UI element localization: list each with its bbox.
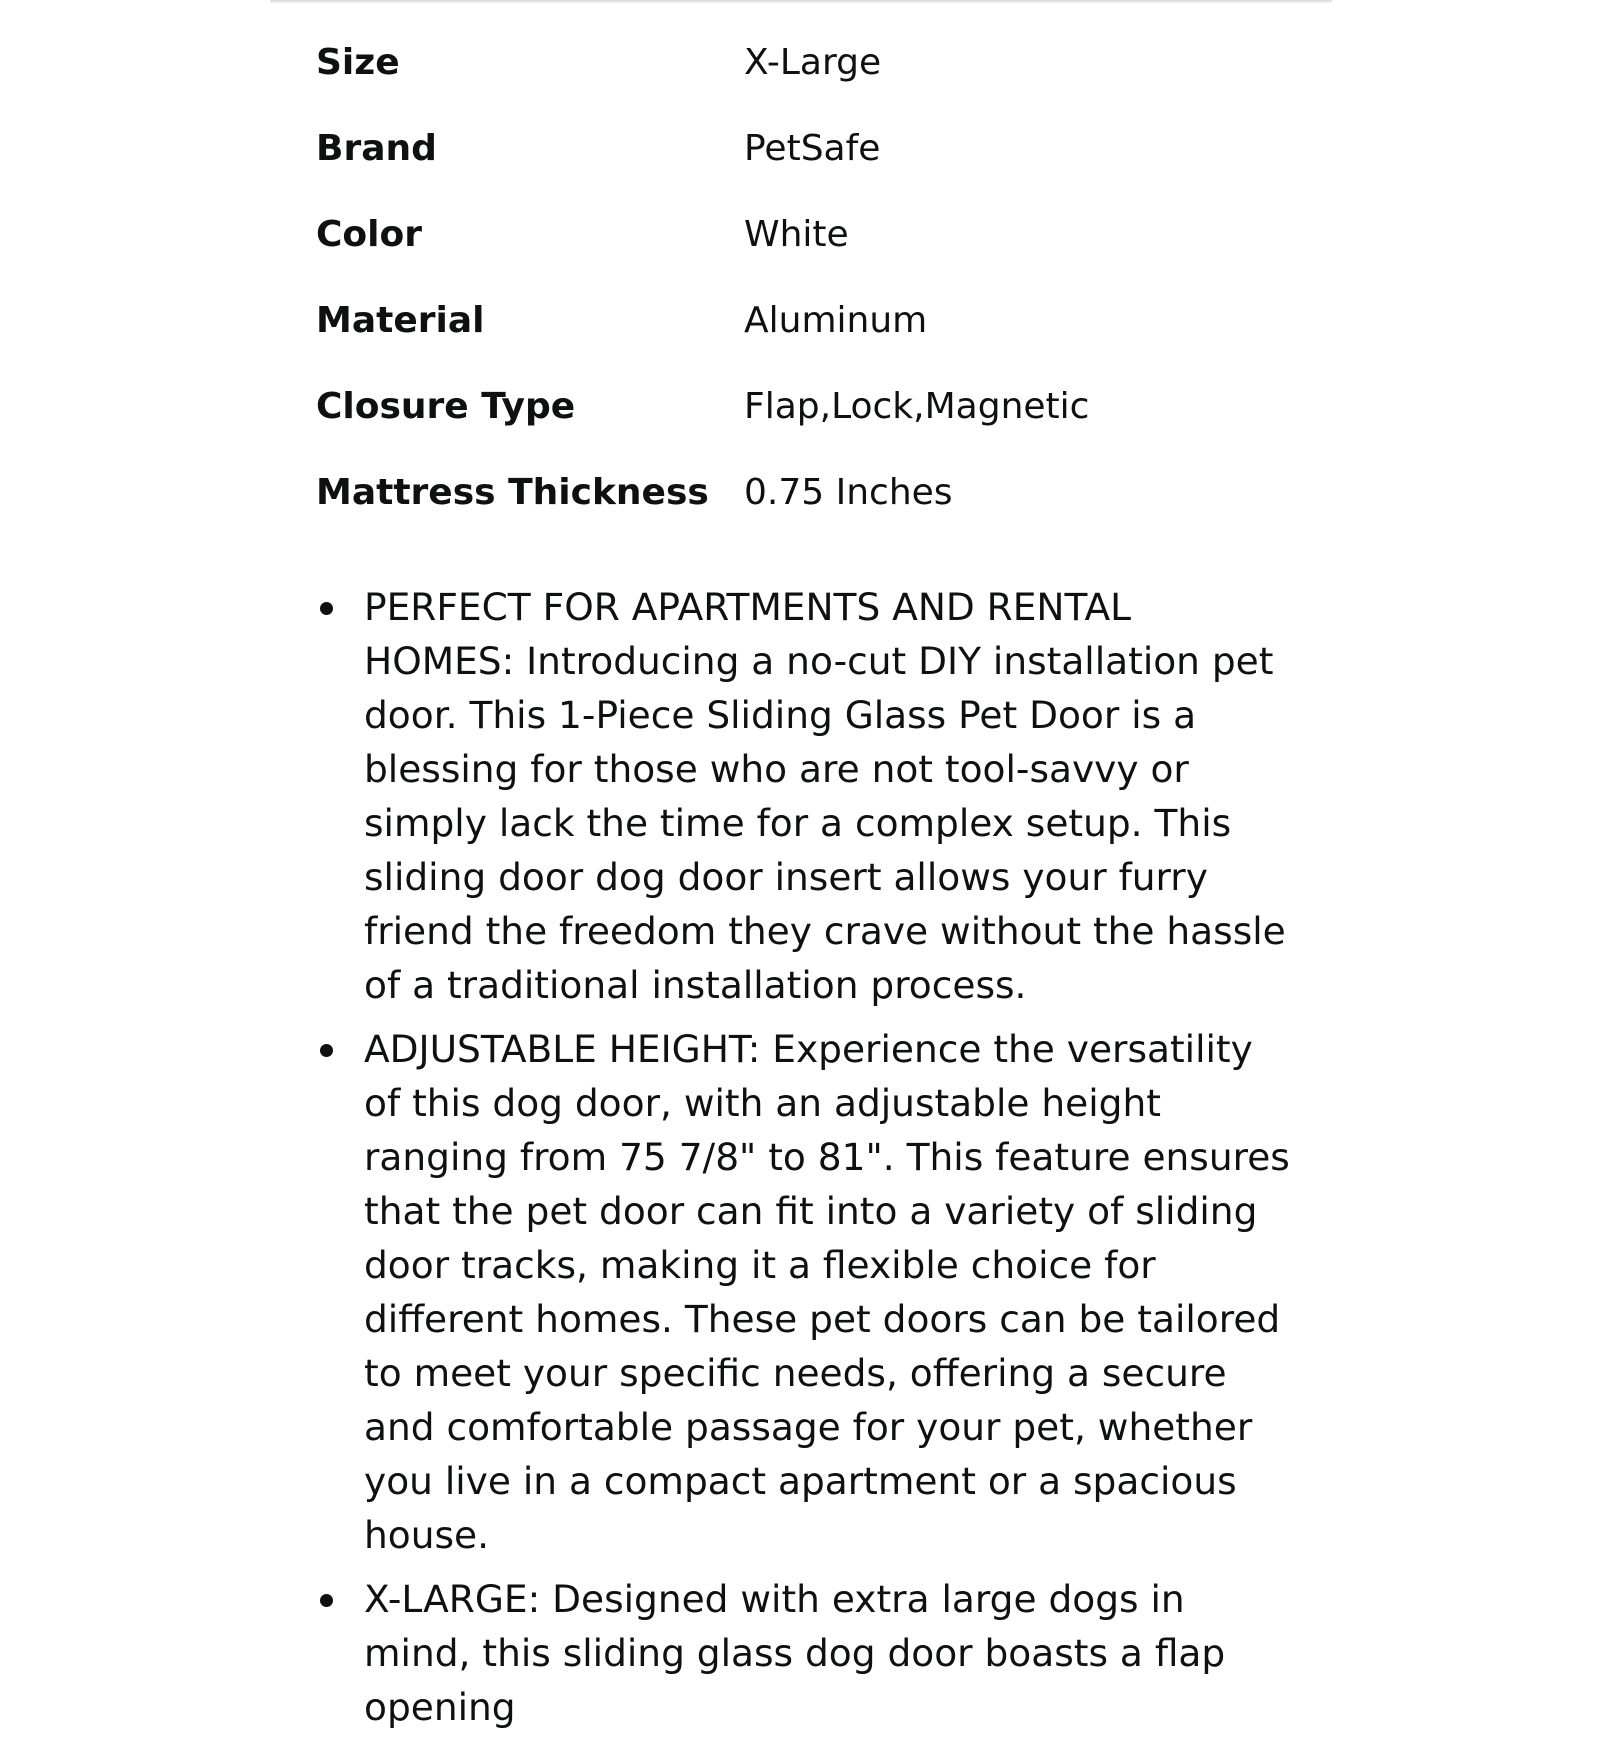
- feature-bullet-text: X-LARGE: Designed with extra large dogs in mind, this sliding glass dog door boasts a flap opening: [364, 1577, 1226, 1729]
- spec-value: Aluminum: [744, 300, 928, 341]
- section-top-shadow: [270, 0, 1332, 4]
- spec-label: Color: [316, 214, 422, 255]
- spec-row-closure-type: [316, 364, 1089, 450]
- spec-label: Size: [316, 42, 400, 83]
- spec-value: White: [744, 214, 849, 255]
- feature-bullet: [316, 1572, 1290, 1734]
- specs-table: [316, 20, 1089, 536]
- spec-label: Material: [316, 300, 485, 341]
- spec-value: X-Large: [744, 42, 882, 83]
- spec-label: Brand: [316, 128, 437, 169]
- spec-label: Closure Type: [316, 386, 576, 427]
- feature-bullets: [316, 580, 1316, 1734]
- feature-bullet-text: PERFECT FOR APARTMENTS AND RENTAL HOMES: Introducing a no-cut DIY installation pet door. This 1-Piece Sliding Glass Pet Door is a blessing for those who are not tool-savvy or simply lack the time for a complex setup. This sliding door dog door insert allows your furry friend the freedom they crave without the hassle of a traditional installation process.: [364, 585, 1286, 1007]
- bullet-dot-icon: [320, 1594, 333, 1607]
- product-details: [316, 20, 1316, 1744]
- spec-value: Flap,Lock,Magnetic: [744, 386, 1090, 427]
- feature-bullet: [316, 1022, 1290, 1562]
- spec-label: Mattress Thickness: [316, 472, 709, 513]
- spec-row-size: [316, 20, 1089, 106]
- spec-row-mattress-thickness: [316, 450, 1089, 536]
- spec-row-material: [316, 278, 1089, 364]
- spec-row-color: [316, 192, 1089, 278]
- bullet-dot-icon: [320, 1044, 333, 1057]
- spec-row-brand: [316, 106, 1089, 192]
- feature-bullet: [316, 580, 1290, 1012]
- bullet-dot-icon: [320, 602, 333, 615]
- feature-bullet-text: ADJUSTABLE HEIGHT: Experience the versatility of this dog door, with an adjustable height ranging from 75 7/8" to 81". This feature ensures that the pet door can fit into a variety of sliding door tracks, making it a flexible choice for different homes. These pet doors can be tailored to meet your specific needs, offering a secure and comfortable passage for your pet, whether you live in a compact apartment or a spacious house.: [364, 1027, 1290, 1557]
- spec-value: 0.75 Inches: [744, 472, 953, 513]
- spec-value: PetSafe: [744, 128, 881, 169]
